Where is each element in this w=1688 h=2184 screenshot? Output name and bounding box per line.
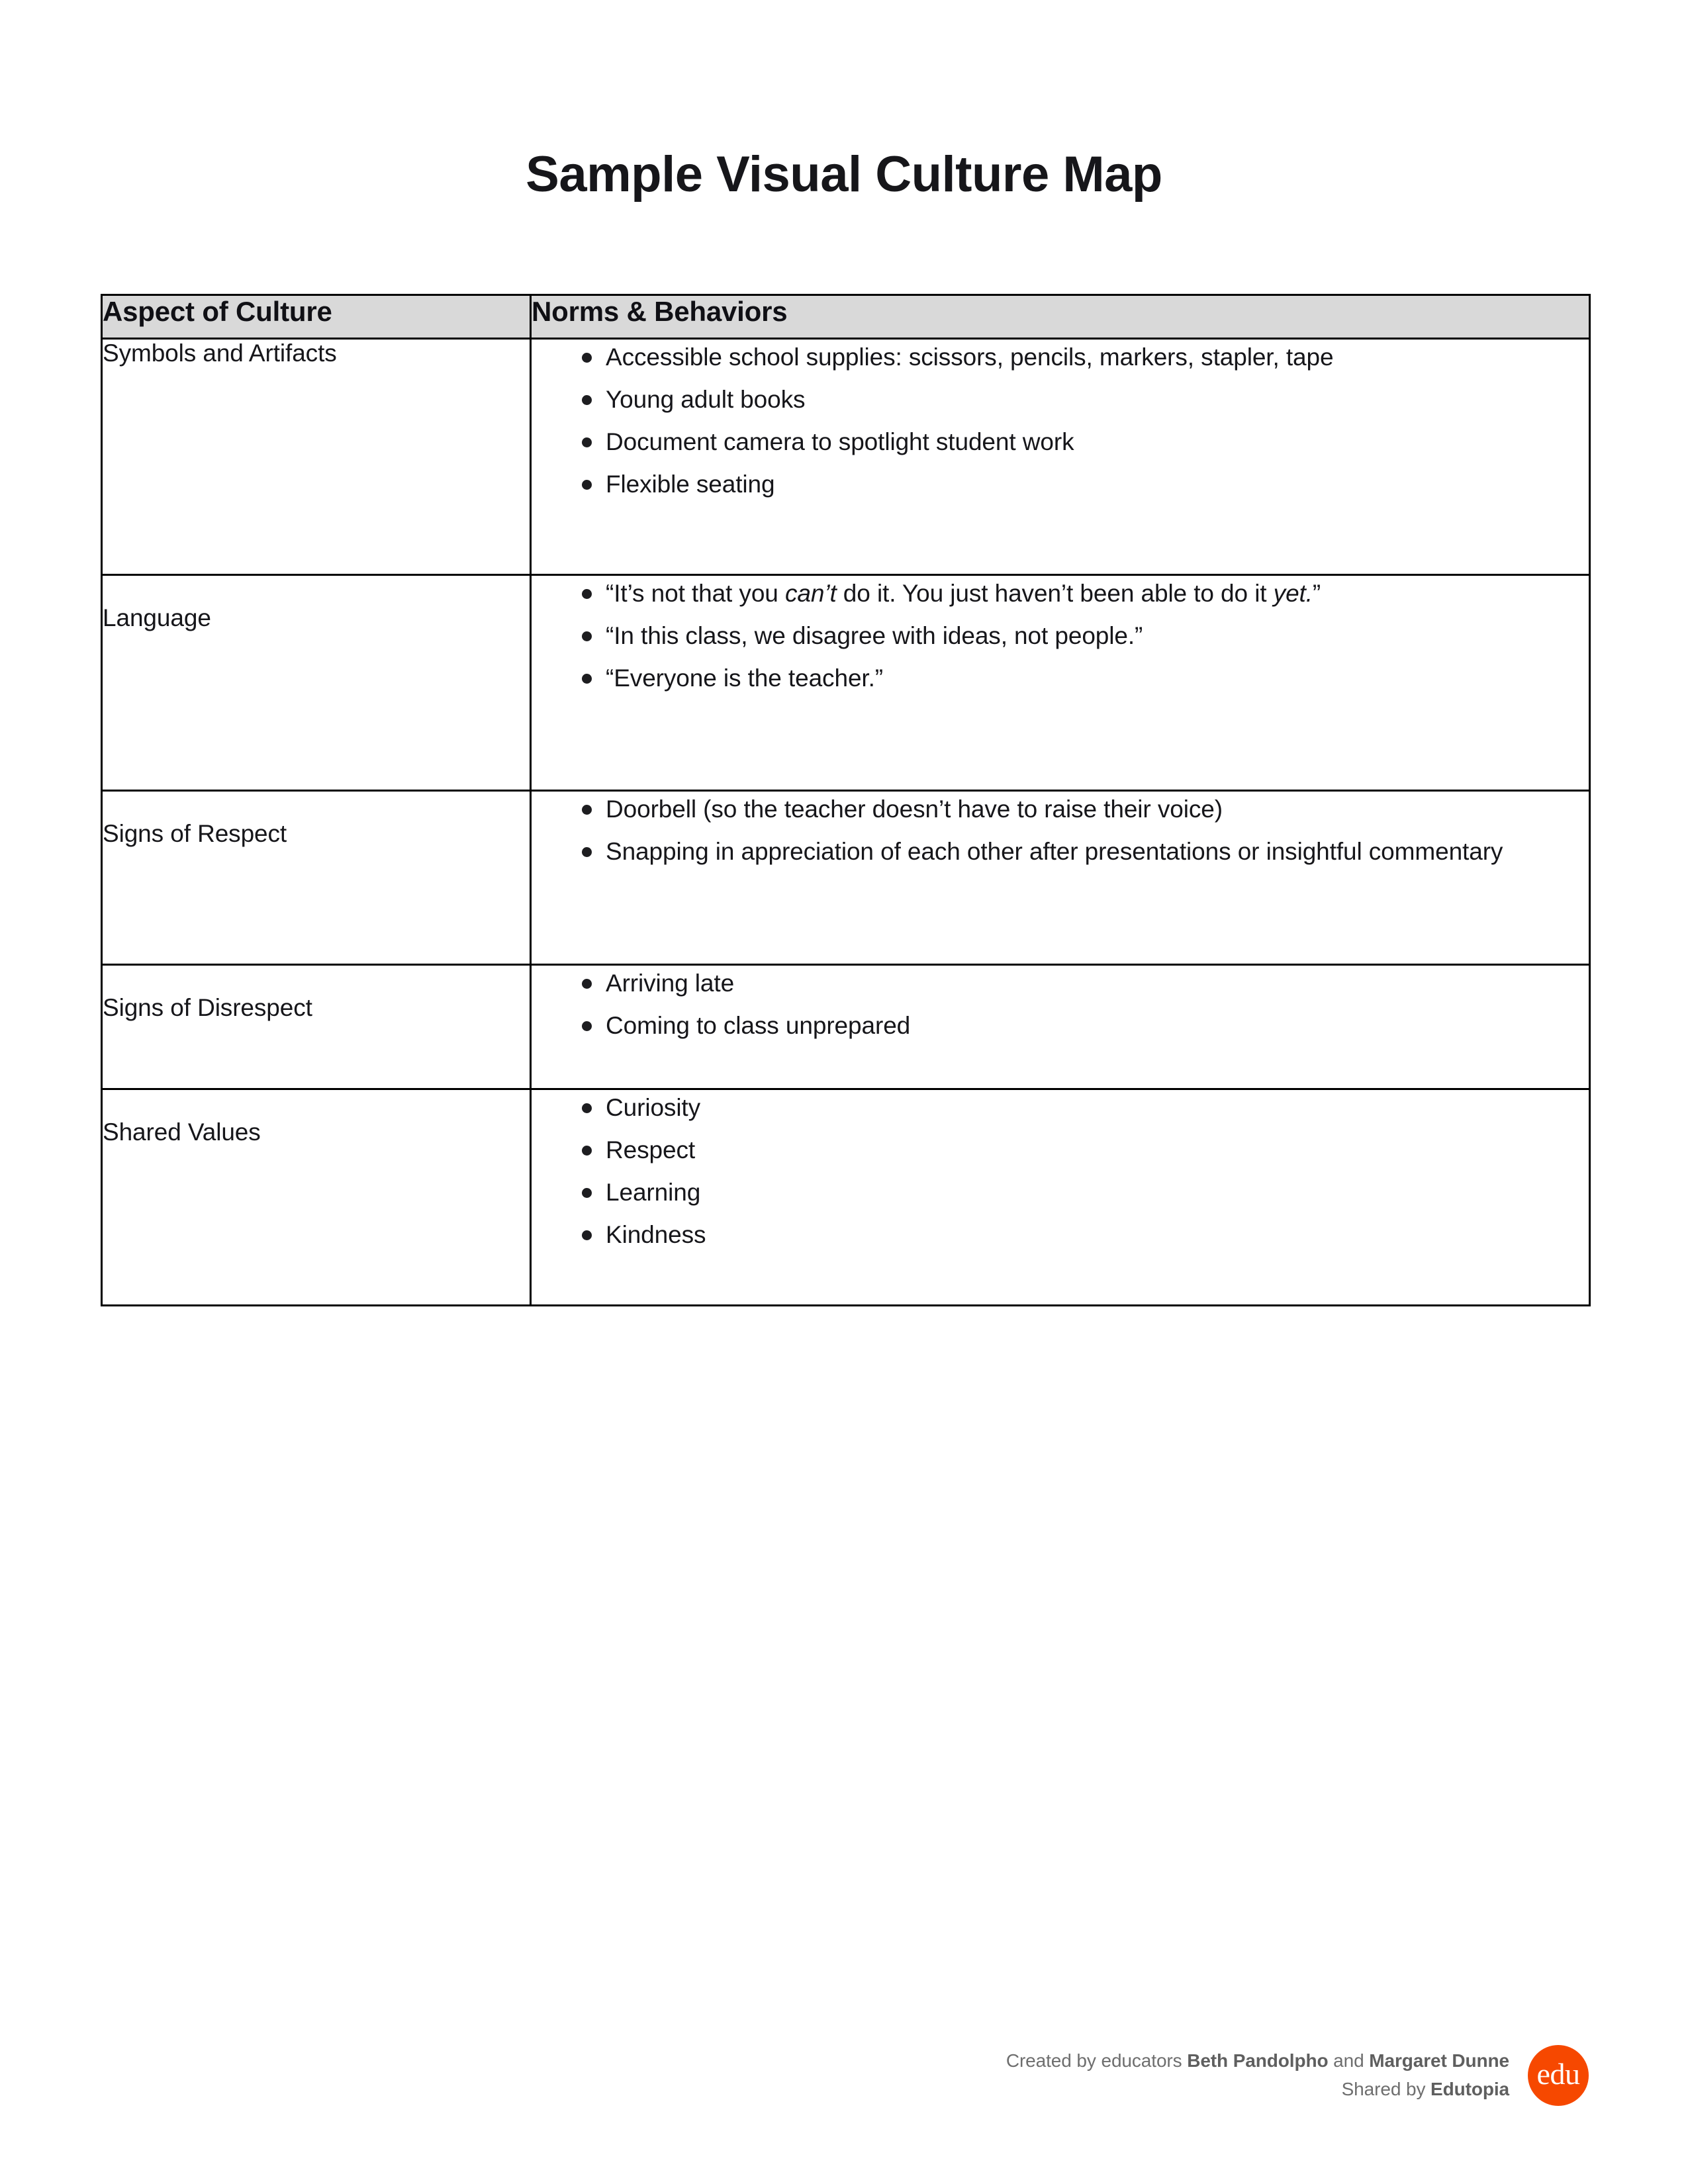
footer-author-one: Beth Pandolpho	[1187, 2050, 1329, 2071]
table-row	[102, 1089, 1590, 1306]
edutopia-logo-icon	[1528, 2045, 1589, 2106]
footer-attribution	[1006, 2045, 1589, 2106]
table-row	[102, 575, 1590, 791]
bullet-dot-icon	[582, 1188, 592, 1198]
norms-cell-signs-of-respect	[531, 791, 1590, 965]
bullet-dot-icon	[582, 480, 592, 490]
table-row	[102, 339, 1590, 575]
list-item	[532, 576, 1589, 612]
list-item	[532, 1217, 1589, 1253]
culture-map-table	[101, 294, 1591, 1306]
bullet-dot-icon	[582, 1021, 592, 1031]
list-item-text: Flexible seating	[606, 471, 775, 498]
list-item	[532, 1132, 1589, 1168]
table-row	[102, 791, 1590, 965]
footer-line-shared-by	[1006, 2075, 1509, 2104]
bullet-dot-icon	[582, 979, 592, 989]
bullet-dot-icon	[582, 437, 592, 447]
list-item	[532, 340, 1589, 375]
norms-list	[532, 1090, 1589, 1253]
aspect-label-signs-of-disrespect: Signs of Disrespect	[102, 965, 531, 1089]
table-header	[102, 295, 1590, 339]
list-item	[532, 834, 1589, 870]
norms-cell-shared-values	[531, 1089, 1590, 1306]
list-item	[532, 1008, 1589, 1044]
footer-line-created-by	[1006, 2047, 1509, 2075]
norms-cell-signs-of-disrespect	[531, 965, 1590, 1089]
bullet-dot-icon	[582, 1103, 592, 1113]
column-header-aspect-of-culture: Aspect of Culture	[102, 295, 531, 339]
list-item-text: Document camera to spotlight student work	[606, 428, 1074, 456]
bullet-dot-icon	[582, 1230, 592, 1240]
table-row	[102, 965, 1590, 1089]
list-item-text: Doorbell (so the teacher doesn’t have to raise their voice)	[606, 796, 1223, 823]
footer-and-join: and	[1328, 2050, 1370, 2071]
norms-cell-symbols-and-artifacts	[531, 339, 1590, 575]
bullet-dot-icon	[582, 631, 592, 641]
list-item-text: Respect	[606, 1136, 696, 1164]
bullet-dot-icon	[582, 353, 592, 363]
list-item	[532, 792, 1589, 827]
list-item-text-emphasis: yet.	[1273, 580, 1313, 607]
list-item-text-part: “It’s not that you	[606, 580, 785, 607]
bullet-dot-icon	[582, 674, 592, 684]
list-item	[532, 660, 1589, 696]
aspect-label-signs-of-respect: Signs of Respect	[102, 791, 531, 965]
list-item-text: Coming to class unprepared	[606, 1012, 911, 1040]
norms-list	[532, 792, 1589, 870]
bullet-dot-icon	[582, 589, 592, 599]
bullet-dot-icon	[582, 805, 592, 815]
column-header-norms-and-behaviors: Norms & Behaviors	[531, 295, 1590, 339]
list-item	[532, 618, 1589, 654]
table-header-row	[102, 295, 1590, 339]
list-item-text: Accessible school supplies: scissors, pencils, markers, stapler, tape	[606, 343, 1334, 371]
aspect-label-language: Language	[102, 575, 531, 791]
bullet-dot-icon	[582, 1146, 592, 1156]
norms-list	[532, 966, 1589, 1044]
list-item-text: Arriving late	[606, 970, 735, 997]
list-item-text: Snapping in appreciation of each other after presentations or insightful commentary	[606, 838, 1503, 866]
list-item	[532, 382, 1589, 418]
table-body	[102, 339, 1590, 1306]
list-item-text-part: do it. You just haven’t been able to do it	[836, 580, 1274, 607]
list-item-text: Curiosity	[606, 1094, 701, 1121]
list-item-text-part: ”	[1312, 580, 1321, 607]
list-item-text: Young adult books	[606, 386, 806, 414]
edutopia-logo-text: edu	[1536, 2057, 1580, 2091]
footer-shared-prefix: Shared by	[1341, 2079, 1431, 2099]
footer-created-prefix: Created by educators	[1006, 2050, 1188, 2071]
list-item-text: “In this class, we disagree with ideas, not people.”	[606, 622, 1143, 650]
bullet-dot-icon	[582, 395, 592, 405]
list-item-text: Learning	[606, 1179, 701, 1206]
list-item	[532, 1175, 1589, 1210]
footer-text	[1006, 2047, 1509, 2103]
list-item	[532, 467, 1589, 502]
page-title: Sample Visual Culture Map	[526, 146, 1162, 203]
aspect-label-symbols-and-artifacts: Symbols and Artifacts	[102, 339, 531, 575]
list-item-text: Kindness	[606, 1221, 706, 1249]
list-item	[532, 424, 1589, 460]
norms-list	[532, 576, 1589, 696]
footer-author-two: Margaret Dunne	[1369, 2050, 1509, 2071]
aspect-label-shared-values: Shared Values	[102, 1089, 531, 1306]
footer-brand-name: Edutopia	[1430, 2079, 1509, 2099]
bullet-dot-icon	[582, 847, 592, 857]
list-item	[532, 1090, 1589, 1126]
list-item-text: “Everyone is the teacher.”	[606, 664, 883, 692]
norms-list	[532, 340, 1589, 502]
list-item-text-emphasis: can’t	[784, 580, 837, 607]
list-item	[532, 966, 1589, 1001]
norms-cell-language	[531, 575, 1590, 791]
